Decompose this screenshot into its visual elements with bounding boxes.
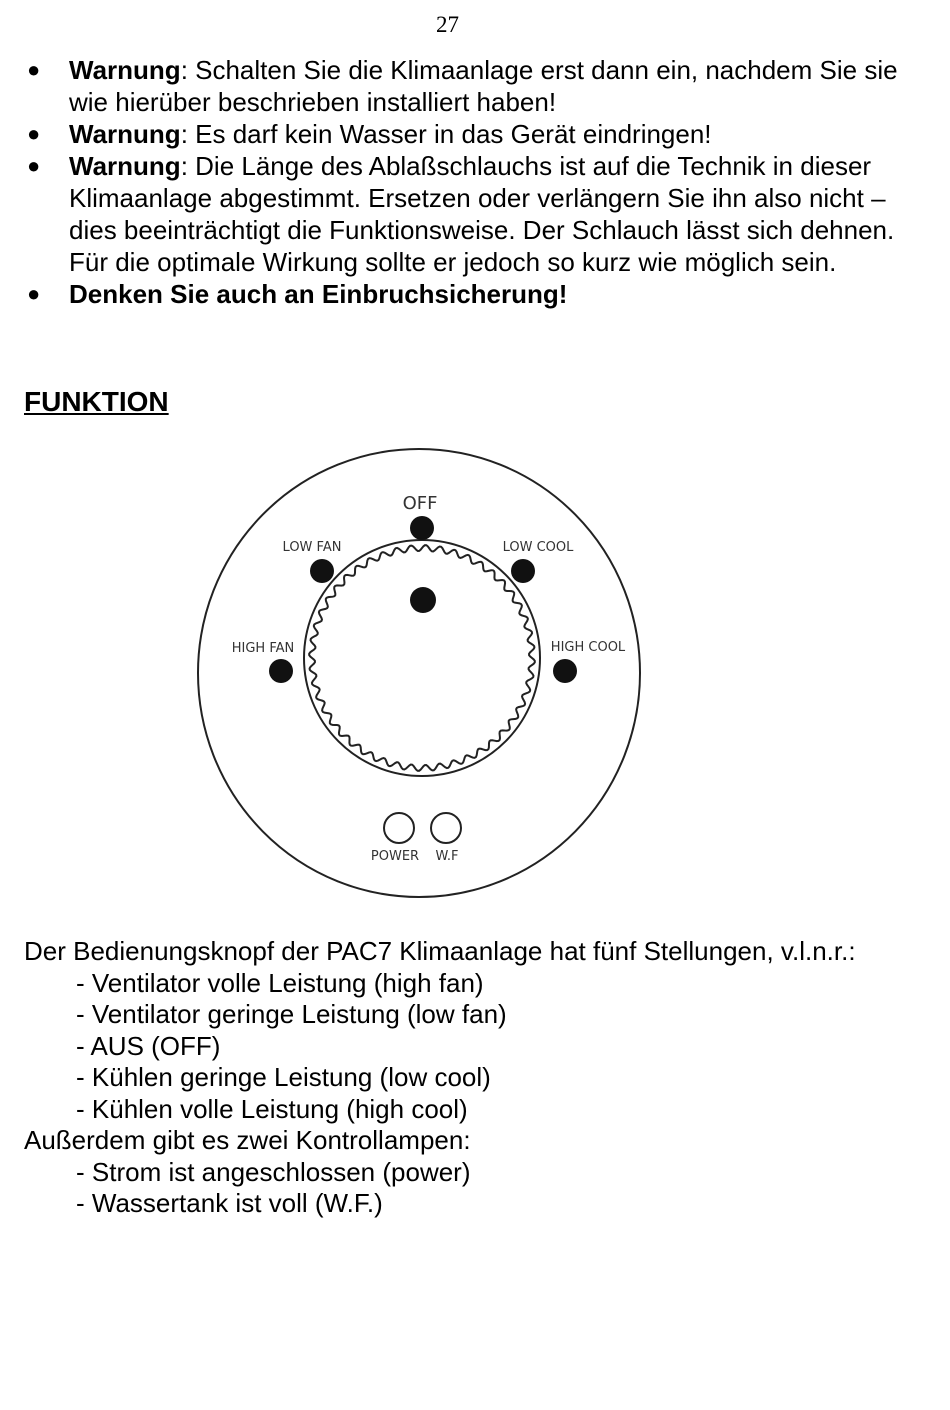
high-fan-dot: [269, 659, 293, 683]
high-cool-label: HIGH COOL: [550, 640, 626, 655]
off-dot: [410, 516, 434, 540]
low-fan-dot: [310, 559, 334, 583]
power-lamp: [384, 813, 414, 843]
warning-item: [24, 278, 904, 310]
high-fan-label: HIGH FAN: [231, 641, 295, 656]
function-description: [24, 936, 904, 1220]
warning-label: Warnung: [69, 55, 181, 85]
list-item: - Kühlen geringe Leistung (low cool): [76, 1062, 904, 1094]
section-heading: FUNKTION: [24, 386, 169, 417]
warning-text: : Schalten Sie die Klimaanlage erst dann ein, nachdem Sie sie wie hierüber beschrieben installiert haben!: [69, 55, 898, 117]
page-number: 27: [436, 12, 459, 37]
bullet-icon: ●: [27, 153, 41, 178]
low-cool-dot: [511, 559, 535, 583]
list-item: - AUS (OFF): [76, 1031, 904, 1063]
positions-list: [24, 968, 904, 1126]
bullet-icon: ●: [27, 121, 41, 146]
warning-label: Warnung: [69, 151, 181, 181]
low-fan-label: LOW FAN: [282, 540, 342, 555]
power-lamp-label: POWER: [370, 849, 420, 864]
reminder-label: Denken Sie auch an Einbruchsicherung!: [69, 279, 568, 309]
water-full-lamp-label: W.F: [435, 849, 459, 864]
water-full-lamp: [431, 813, 461, 843]
list-item: - Kühlen volle Leistung (high cool): [76, 1094, 904, 1126]
list-item: - Strom ist angeschlossen (power): [76, 1157, 904, 1189]
warning-list: [24, 54, 904, 310]
off-label: OFF: [402, 493, 438, 514]
warning-label: Warnung: [69, 119, 181, 149]
lamps-intro: Außerdem gibt es zwei Kontrollampen:: [24, 1125, 471, 1155]
list-item: - Ventilator geringe Leistung (low fan): [76, 999, 904, 1031]
high-cool-dot: [553, 659, 577, 683]
warning-text: : Es darf kein Wasser in das Gerät eindringen!: [180, 119, 712, 149]
warning-item: [24, 118, 904, 150]
bullet-icon: ●: [27, 57, 41, 82]
bullet-icon: ●: [27, 281, 41, 306]
positions-intro: Der Bedienungsknopf der PAC7 Klimaanlage hat fünf Stellungen, v.l.n.r.:: [24, 936, 856, 966]
warning-item: [24, 54, 904, 118]
knob-pointer: [410, 587, 436, 613]
lamps-list: [24, 1157, 904, 1220]
knob-outer-ring: [304, 540, 540, 776]
list-item: - Wassertank ist voll (W.F.): [76, 1188, 904, 1220]
list-item: - Ventilator volle Leistung (high fan): [76, 968, 904, 1000]
control-panel-diagram: [190, 438, 650, 908]
warning-item: [24, 150, 904, 278]
control-panel-svg: [190, 438, 650, 908]
warning-text: : Die Länge des Ablaßschlauchs ist auf die Technik in dieser Klimaanlage abgestimmt. Ersetzen oder verlängern Sie ihn also nicht – dies beeinträchtigt die Funktionsweise. Der Schlauch lässt sich dehnen. Für die optimale Wirkung sollte er jedoch so kurz wie möglich sein.: [69, 151, 895, 277]
low-cool-label: LOW COOL: [502, 540, 574, 555]
knob-edge[interactable]: [309, 545, 535, 771]
